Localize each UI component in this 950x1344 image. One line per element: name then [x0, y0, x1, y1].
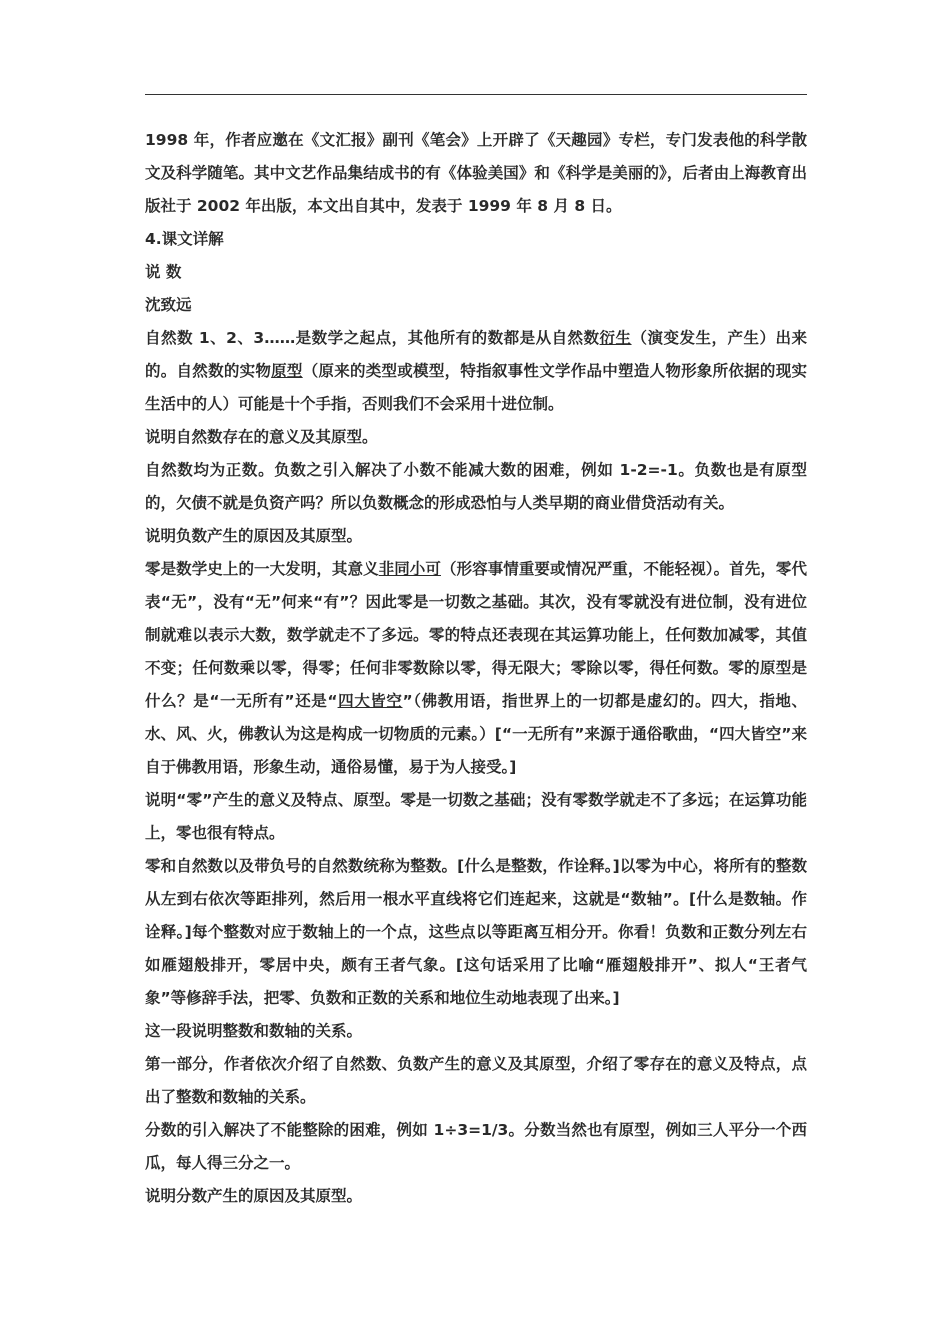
paragraph — [145, 520, 807, 553]
paragraph — [145, 784, 807, 850]
text-run: 这一段说明整数和数轴的关系。 — [145, 1022, 363, 1040]
text-run: 第一部分，作者依次介绍了自然数、负数产生的意义及其原型，介绍了零存在的意义及特点，点出了整数和数轴的关系。 — [145, 1055, 807, 1106]
text-run: 零是数学史上的一大发明，其意义 — [145, 560, 379, 578]
text-run: 说明自然数存在的意义及其原型。 — [145, 428, 378, 446]
paragraph — [145, 289, 807, 322]
header-rule — [145, 94, 807, 95]
text-run: 4.课文详解 — [145, 230, 224, 248]
text-run: 说明负数产生的原因及其原型。 — [145, 527, 363, 545]
paragraph — [145, 124, 807, 223]
text-run: （原来的类型或模型，特指叙事性文学作品中塑造人物形象所依据的现实生活中的人）可能是十个手指，否则我们不会采用十进位制。 — [145, 362, 807, 413]
paragraph — [145, 850, 807, 1015]
paragraph — [145, 1048, 807, 1114]
text-run: 自然数 1、2、3……是数学之起点，其他所有的数都是从自然数 — [145, 329, 600, 347]
paragraph — [145, 1180, 807, 1213]
underlined-term: 非同小可 — [378, 560, 441, 578]
text-run: 说 数 — [145, 263, 182, 281]
text-run: 说明“零”产生的意义及特点、原型。零是一切数之基础；没有零数学就走不了多远；在运算功能上，零也很有特点。 — [145, 791, 807, 842]
text-run: （形容事情重要或情况严重，不能轻视）。首先，零代表“无”，没有“无”何来“有”？因此零是一切数之基础。其次，没有零就没有进位制，没有进位制就难以表示大数，数学就走不了多远。零的特点还表现在其运算功能上，任何数加减零，其值不变；任何数乘以零，得零；任何非零数除以零，得无限大；零除以零，得任何数。零的原型是什么？是“一无所有”还是“ — [145, 560, 807, 710]
text-run: 分数的引入解决了不能整除的困难，例如 1÷3=1/3。分数当然也有原型，例如三人平分一个西瓜，每人得三分之一。 — [145, 1121, 807, 1172]
paragraph — [145, 322, 807, 421]
document-body — [145, 124, 807, 1213]
paragraph — [145, 553, 807, 784]
text-run: 零和自然数以及带负号的自然数统称为整数。[什么是整数，作诠释。]以零为中心，将所有的整数从左到右依次等距排列，然后用一根水平直线将它们连起来，这就是“数轴”。[什么是数轴。作诠释。]每个整数对应于数轴上的一个点，这些点以等距离互相分开。你看！负数和正数分列左右如雁翅般排开，零居中央，颇有王者气象。[这句话采用了比喻“雁翅般排开”、拟人“王者气象”等修辞手法，把零、负数和正数的关系和地位生动地表现了出来。] — [145, 857, 807, 1007]
underlined-term: 原型 — [271, 362, 303, 380]
text-run: 1998 年，作者应邀在《文汇报》副刊《笔会》上开辟了《天趣园》专栏，专门发表他的科学散文及科学随笔。其中文艺作品集结成书的有《体验美国》和《科学是美丽的》，后者由上海教育出版社于 2002 年出版，本文出自其中，发表于 1999 年 8 月 8 日。 — [145, 131, 807, 215]
paragraph — [145, 454, 807, 520]
paragraph — [145, 421, 807, 454]
underlined-term: 衍生 — [599, 329, 632, 347]
paragraph — [145, 1015, 807, 1048]
text-run: 沈致远 — [145, 296, 192, 314]
paragraph — [145, 256, 807, 289]
text-run: 说明分数产生的原因及其原型。 — [145, 1187, 363, 1205]
paragraph — [145, 1114, 807, 1180]
paragraph — [145, 223, 807, 256]
text-run: （演变发生，产生）出来的。自然数的实物 — [145, 329, 807, 380]
text-run: ”（佛教用语，指世界上的一切都是虚幻的。四大，指地、水、风、火，佛教认为这是构成一切物质的元素。）[“一无所有”来源于通俗歌曲，“四大皆空”来自于佛教用语，形象生动，通俗易懂，易于为人接受。] — [145, 692, 807, 776]
text-run: 自然数均为正数。负数之引入解决了小数不能减大数的困难，例如 1-2=-1。负数也是有原型的，欠债不就是负资产吗？所以负数概念的形成恐怕与人类早期的商业借贷活动有关。 — [145, 461, 807, 512]
underlined-term: 四大皆空 — [337, 692, 403, 710]
